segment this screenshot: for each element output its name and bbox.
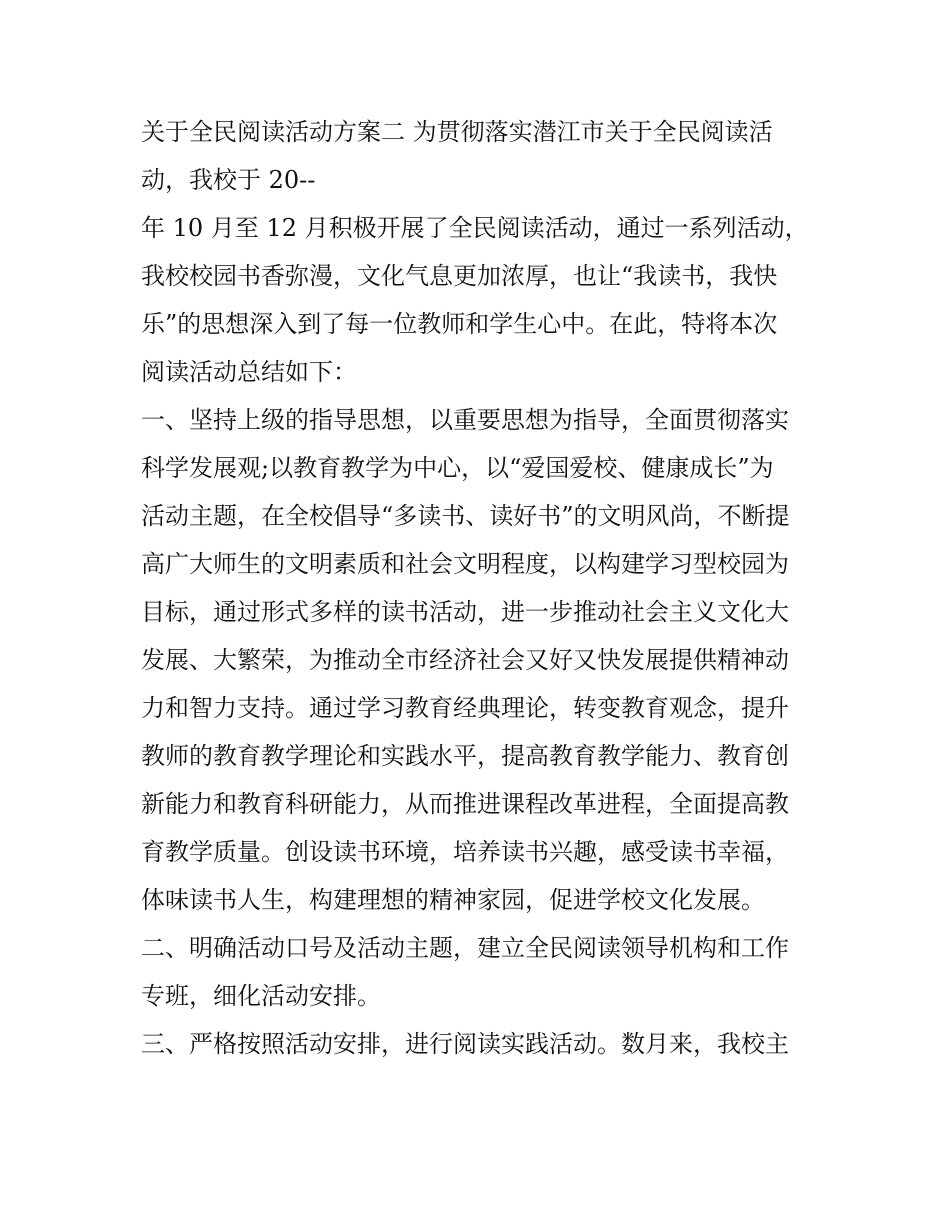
document-line: 发展、大繁荣，为推动全市经济社会又好又快发展提供精神动 <box>141 646 789 674</box>
document-line: 目标，通过形式多样的读书活动，进一步推动社会主义文化大 <box>141 598 789 626</box>
document-line: 乐”的思想深入到了每一位教师和学生心中。在此，特将本次 <box>141 310 778 338</box>
document-line: 我校校园书香弥漫，文化气息更加浓厚，也让“我读书，我快 <box>141 262 778 290</box>
document-line: 活动主题，在全校倡导“多读书、读好书”的文明风尚，不断提 <box>141 502 790 530</box>
document-line: 教师的教育教学理论和实践水平，提高教育教学能力、教育创 <box>141 742 789 770</box>
document-line: 关于全民阅读活动方案二 为贯彻落实潜江市关于全民阅读活 <box>141 118 773 146</box>
document-line: 年 10 月至 12 月积极开展了全民阅读活动，通过一系列活动， <box>141 214 809 242</box>
document-line: 动，我校于 20-- <box>141 166 316 194</box>
document-line: 一、坚持上级的指导思想，以重要思想为指导，全面贯彻落实 <box>141 406 789 434</box>
document-line: 育教学质量。创设读书环境，培养读书兴趣，感受读书幸福， <box>141 838 789 866</box>
document-line: 阅读活动总结如下： <box>141 358 357 386</box>
document-line: 体味读书人生，构建理想的精神家园，促进学校文化发展。 <box>141 886 765 914</box>
document-body <box>141 108 831 1068</box>
document-line: 新能力和教育科研能力，从而推进课程改革进程，全面提高教 <box>141 790 789 818</box>
document-line: 专班，细化活动安排。 <box>141 982 381 1010</box>
document-line: 三、严格按照活动安排，进行阅读实践活动。数月来，我校主 <box>141 1030 789 1058</box>
document-line: 二、明确活动口号及活动主题，建立全民阅读领导机构和工作 <box>141 934 789 962</box>
document-line: 力和智力支持。通过学习教育经典理论，转变教育观念，提升 <box>141 694 789 722</box>
document-line: 高广大师生的文明素质和社会文明程度，以构建学习型校园为 <box>141 550 789 578</box>
document-line: 科学发展观;以教育教学为中心，以“爱国爱校、健康成长”为 <box>141 454 774 482</box>
